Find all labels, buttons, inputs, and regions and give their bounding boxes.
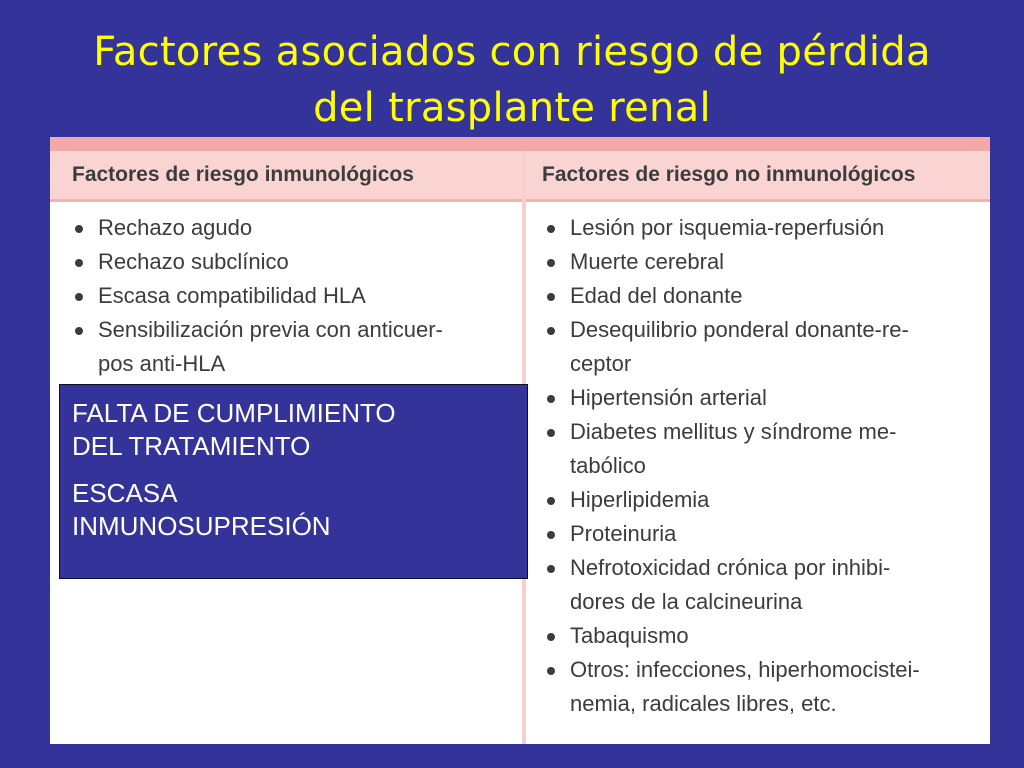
list-item-line: ceptor <box>570 351 632 376</box>
list-item-line: Lesión por isquemia-reperfusión <box>570 215 885 240</box>
list-item <box>544 211 984 245</box>
list-item-line: Diabetes mellitus y síndrome me- <box>570 419 897 444</box>
list-item <box>72 313 512 381</box>
table-top-stripe <box>50 137 990 151</box>
overlay-item-immunosuppression <box>72 477 527 543</box>
overlay-item-line: DEL TRATAMIENTO <box>72 431 311 461</box>
immunological-factors-header: Factores de riesgo inmunológicos <box>72 163 414 186</box>
table-header-rule <box>50 199 990 202</box>
list-item-line: Hiperlipidemia <box>570 487 710 512</box>
list-item-line: Muerte cerebral <box>570 249 725 274</box>
non-immunological-factors-list <box>544 211 984 721</box>
list-item-line: Rechazo subclínico <box>98 249 289 274</box>
list-item-line: Rechazo agudo <box>98 215 253 240</box>
overlay-item-line: INMUNOSUPRESIÓN <box>72 511 331 541</box>
overlay-item-line: ESCASA <box>72 478 178 508</box>
list-item <box>544 381 984 415</box>
list-item <box>544 483 984 517</box>
list-item <box>544 279 984 313</box>
list-item <box>544 313 984 381</box>
overlay-item-line: FALTA DE CUMPLIMIENTO <box>72 398 396 428</box>
list-item <box>544 415 984 483</box>
non-immunological-factors-header: Factores de riesgo no inmunológicos <box>542 163 916 186</box>
slide-title <box>20 24 1004 136</box>
list-item-line: dores de la calcineurina <box>570 589 803 614</box>
list-item-line: Sensibilización previa con anticuer- <box>98 317 443 342</box>
list-item-line: Hipertensión arterial <box>570 385 767 410</box>
list-item-line: Edad del donante <box>570 283 743 308</box>
list-item-line: Desequilibrio ponderal donante-re- <box>570 317 909 342</box>
list-item-line: nemia, radicales libres, etc. <box>570 691 837 716</box>
list-item-line: Proteinuria <box>570 521 677 546</box>
list-item <box>72 245 512 279</box>
list-item <box>544 551 984 619</box>
list-item-line: pos anti-HLA <box>98 351 226 376</box>
immunological-factors-list <box>72 211 512 381</box>
list-item-line: tabólico <box>570 453 646 478</box>
list-item-line: Escasa compatibilidad HLA <box>98 283 366 308</box>
list-item <box>72 279 512 313</box>
list-item <box>544 653 984 721</box>
list-item <box>72 211 512 245</box>
list-item <box>544 619 984 653</box>
list-item <box>544 245 984 279</box>
slide-title-line-2: del trasplante renal <box>313 85 711 131</box>
list-item <box>544 517 984 551</box>
slide-title-line-1: Factores asociados con riesgo de pérdida <box>93 29 931 75</box>
list-item-line: Nefrotoxicidad crónica por inhibi- <box>570 555 891 580</box>
overlay-item-noncompliance <box>72 397 527 463</box>
list-item-line: Tabaquismo <box>570 623 689 648</box>
list-item-line: Otros: infecciones, hiperhomocistei- <box>570 657 920 682</box>
highlight-box <box>59 384 528 579</box>
